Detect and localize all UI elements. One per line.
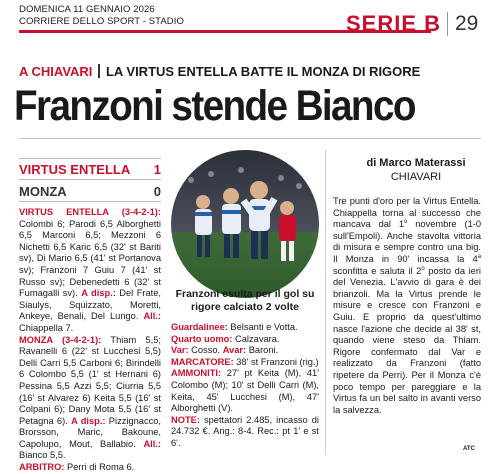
notes-label: NOTE: [171,414,200,425]
score-middle-rule [19,179,161,180]
away-bench-label: A disp.: [71,415,106,426]
away-coach: Bianco 5,5. [19,450,66,461]
fourth-official: Calzavara. [232,333,280,344]
home-coach: Chiappella 7. [19,322,74,333]
byline-place: CHIAVARI [390,171,442,183]
article-sup-2: a [477,253,481,260]
score-row-home [19,162,161,177]
kicker [19,64,420,79]
header-divider [447,12,448,36]
byline [346,156,486,184]
article-text-3: sconfitta e saluta il 2 [333,265,422,276]
author-signature: ATC [463,446,475,452]
home-team-goals: 1 [153,162,161,177]
referee: Perri di Roma 6. [64,462,135,473]
lineups [19,207,161,474]
notes: spettatori 2.485, incasso di 24.732 €. Ang.: 8-4. Rec.: pt 1' e st 6'. [171,414,319,448]
home-lineup: Colombi 6; Parodi 6,5 Alborghetti 6,5 Marconi 6,5; Mezzoni 6 Nichetti 6,5 Karic 6,5 (32' st Bariti sv), Di Mario 6,5 (41' st Portanova sv); Franzoni 7 Guiu 7 (41' st Russo sv); Debenedetti 6 (32' st Fumagalli sv). [19,218,161,299]
var-referee: Cosso. [188,345,223,356]
linesmen: Belsanti e Votta. [227,322,298,332]
away-team-goals: 0 [153,184,161,199]
fourth-official-label: Quarto uomo: [171,333,233,344]
match-photo-illustration [171,150,319,298]
article-body [333,196,481,416]
score-row-away [19,184,161,199]
avar-label: Avar: [222,345,247,356]
referee-label: ARBITRO: [19,462,65,473]
article-text-2: novembre (1-0 sull'Empoli). Anche stavolta vittoria di misura e sempre contro una big. Il Monza in 90' incassa la 4 [333,219,482,264]
byline-author: di Marco Materassi [366,157,466,169]
headline: Franzoni stende Bianco [14,82,415,130]
booked-label: AMMONITI: [171,368,222,379]
article-text-4: posto da ieri del Venezia. L'avvio di gara è dei brianzoli. Ma la Virtus prende le misure e cresce con Franzoni e Guiu. E proprio da quest'ultimo nasce l'azione che decide al 38' st, quando viene steso da Thiam. Rigore confermato dal Var e realizzato da Franzoni (fatto ripetere da Perri). Per il Monza c'è poco tempo per pareggiare e la Virtus fa un bel salto in avanti verso la salvezza. [333,265,481,415]
kicker-separator [98,64,100,78]
match-photo [171,150,319,298]
article-text-1: Tre punti d'oro per la Virtus Entella. Chiappella torna al successo che mancava dal 1 [333,196,481,230]
avar-referee: Baroni. [246,345,279,356]
scorers-label: MARCATORE: [171,356,234,367]
article-sup-3: o [421,265,425,272]
column-divider [325,150,326,455]
away-coach-label: All.: [143,438,161,449]
away-lineup: Thiam 5,5; Ravanelli 6 (22' st Lucchesi 5,5) Delli Carri 5,5 Carboni 6; Birindelli 6 Colombo 5,5 (1' st Hernani 6) Pessina 5,5 Azzi 5,5; Ciurria 5,5 (16' st Alvarez 6) Keita 5,5 (16' st Colpani 6); Dany Mota 5,5 (16' st Petagna 6). [19,334,162,426]
linesmen-label: Guardalinee: [171,322,228,332]
headline-rule [19,138,481,139]
section-title: SERIE B [346,11,442,36]
home-lineup-label: VIRTUS ENTELLA (3-4-2-1): [19,207,161,217]
page-number: 29 [455,12,479,35]
booked-players: 27' pt Keita (M), 41' Colombo (M); 10' st Delli Carri (M), Keita, 45' Lucchesi (M), 47' Alborghetti (V). [171,368,319,414]
match-info [171,322,319,450]
kicker-location: A CHIAVARI [19,64,93,79]
home-bench: Del Frate, Siaulys, Squizzato, Moretti, Ankeye, Benali, Del Lungo. [19,288,161,322]
home-coach-label: All.: [143,311,161,322]
home-team-name: VIRTUS ENTELLA [19,162,131,177]
score-top-rule [19,158,161,159]
article-sup-1: o [404,219,408,226]
home-bench-label: A disp.: [81,288,116,299]
photo-caption: Franzoni esulta per il gol su rigore calciato 2 volte [175,288,315,313]
var-label: Var: [171,345,189,356]
newspaper-name: CORRIERE DELLO SPORT - STADIO [19,16,184,27]
away-lineup-label: MONZA (3-4-2-1): [19,334,102,345]
kicker-text: LA VIRTUS ENTELLA BATTE IL MONZA DI RIGORE [105,64,421,79]
away-bench: Pizzignacco, Brorsson, Maric, Bakoune, Capolupo, Mout, Ballabio. [19,415,161,449]
away-team-name: MONZA [19,184,67,199]
edition-date: DOMENICA 11 GENNAIO 2026 [19,4,155,15]
score-bottom-rule [19,201,161,202]
scorers: 38' st Franzoni (rig.) [233,356,319,367]
